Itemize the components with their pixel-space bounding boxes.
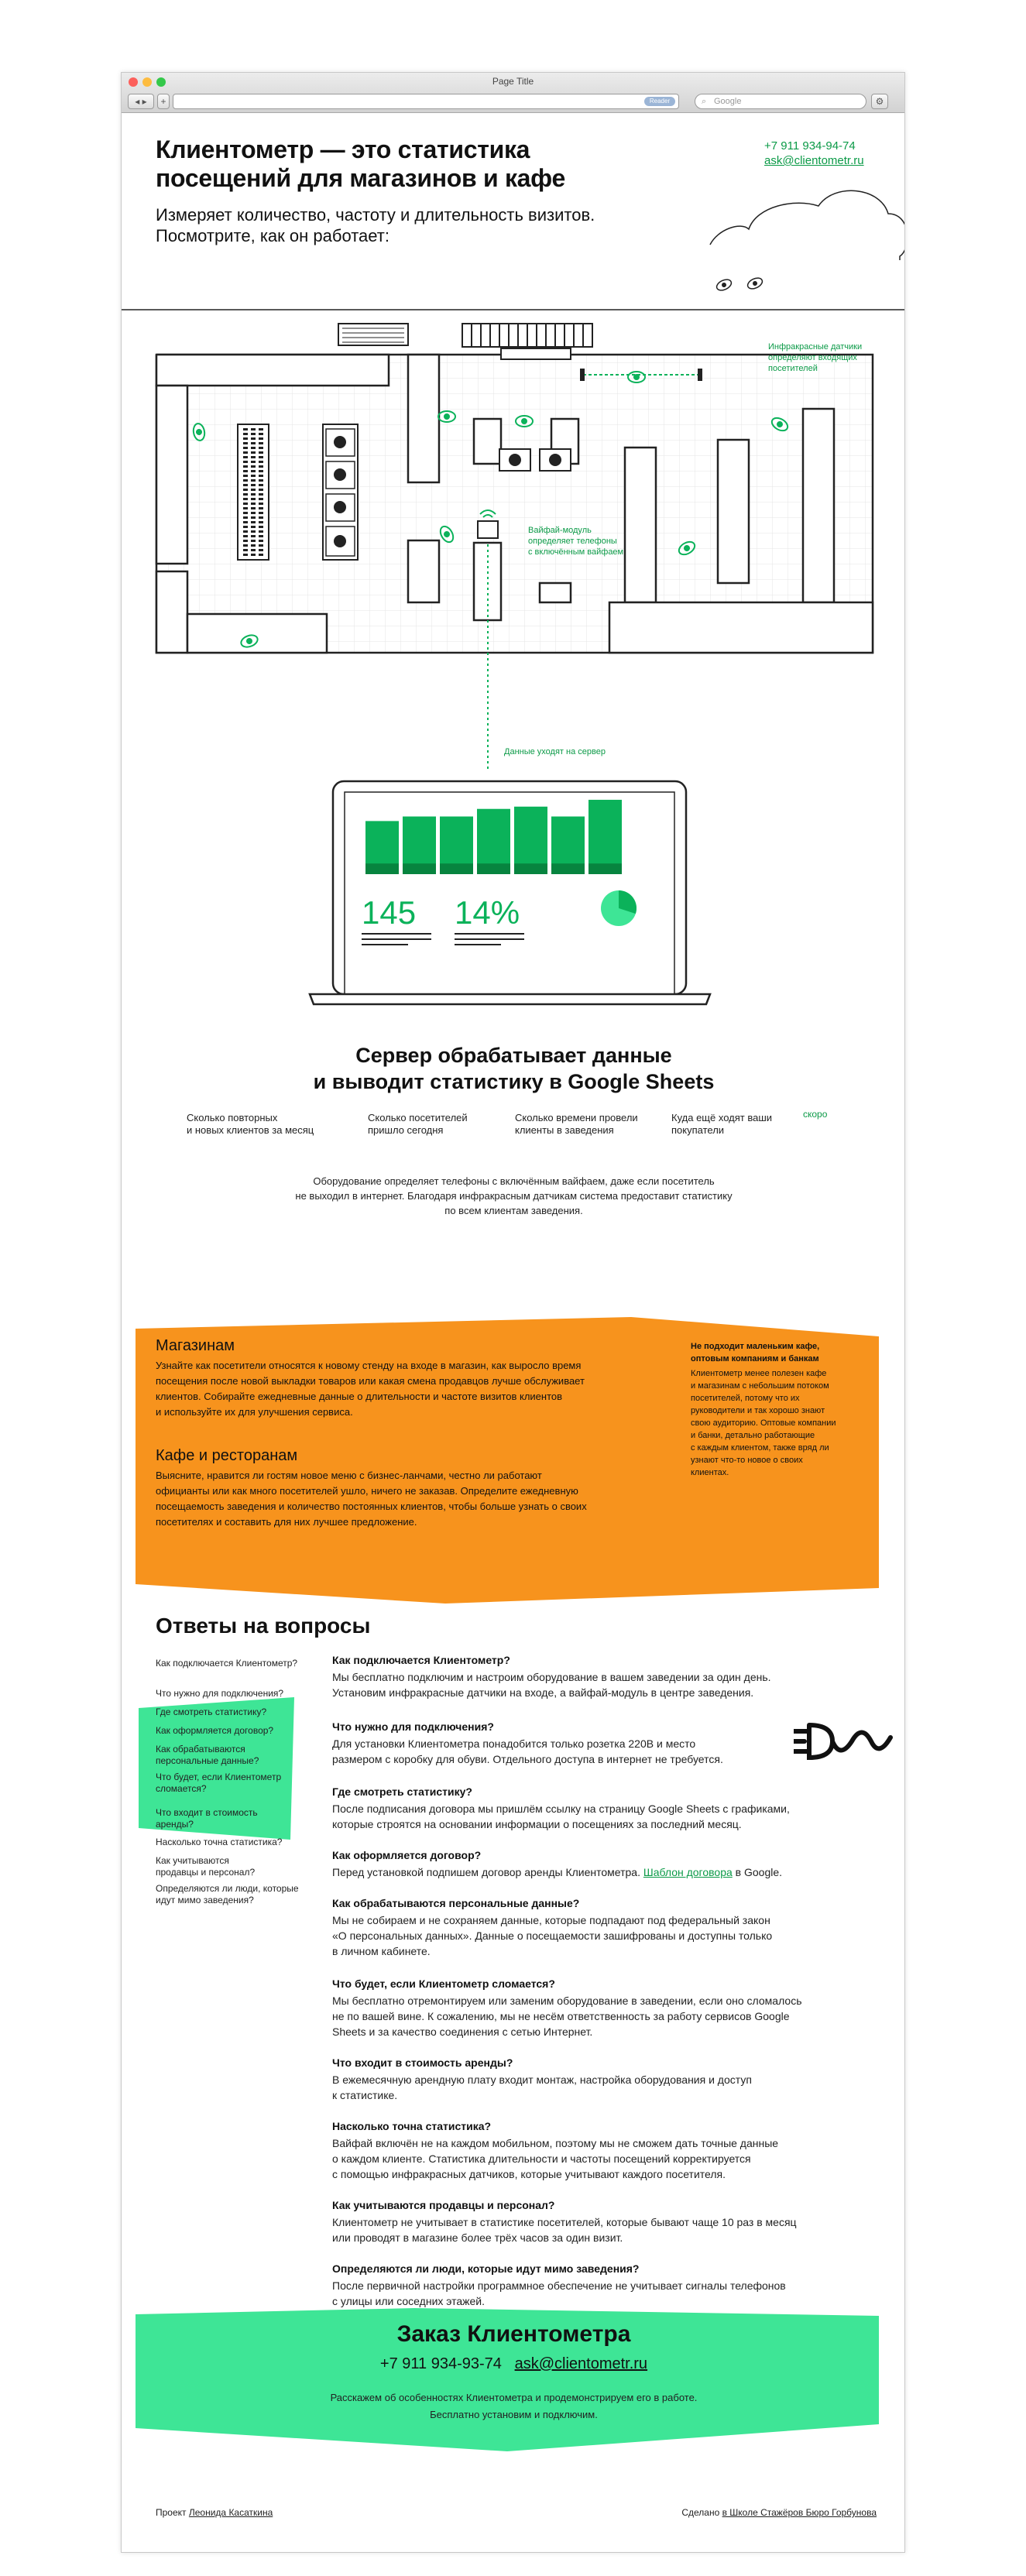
- faq-nav-item-3[interactable]: Где смотреть статистику?: [156, 1706, 267, 1717]
- bar-repeat: [514, 863, 547, 874]
- faq-nav-item-7[interactable]: Что входит в стоимость аренды?: [156, 1807, 258, 1830]
- stat-visitors: 145: [362, 894, 417, 931]
- order-text: Расскажем об особенностях Клиентометра и продемонстрируем его в работе. Бесплатно установим и подключим.: [330, 2392, 698, 2420]
- faq-item: Как учитываются продавцы и персонал? Клиентометр не учитывает в статистике посетителей, которые бывают чаще 10 раз в месяц или проводят в магазине более трёх часов за один визит.: [332, 2199, 797, 2244]
- cafe-text: Выясните, нравится ли гостям новое меню с бизнес-ланчами, честно ли работают официанты или как много посетителей ушло, ничего не заказав. Определите ежедневную посещаемость заведения и количество постоянных клиентов, чтобы больше узнать о своих посетителях и составить для них лучшее предложение.: [156, 1470, 587, 1528]
- bar-repeat: [551, 863, 585, 874]
- cafe-title: Кафе и ресторанам: [156, 1447, 298, 1464]
- back-forward-button[interactable]: ◂ ▸: [128, 94, 154, 109]
- order-phone[interactable]: +7 911 934-93-74: [379, 2355, 502, 2372]
- contract-template-link[interactable]: Шаблон договора: [643, 1866, 733, 1878]
- browser-window: [121, 72, 905, 2553]
- reader-button[interactable]: Reader: [644, 97, 675, 106]
- new-tab-button[interactable]: +: [157, 94, 170, 109]
- server-note: Данные уходят на сервер: [504, 747, 606, 756]
- faq-nav-item-4[interactable]: Как оформляется договор?: [156, 1725, 274, 1736]
- faq-nav-item-10[interactable]: Определяются ли люди, которые идут мимо заведения?: [156, 1883, 299, 1905]
- settings-button[interactable]: ⚙: [871, 94, 888, 109]
- faq-title: Ответы на вопросы: [156, 1614, 371, 1638]
- faq-item: Как обрабатываются персональные данные? Мы не собираем и не сохраняем данные, которые подпадают под федеральный закон «О персональных данных». Данные о посещаемости зашифрованы и доступны только в личном кабинете.: [332, 1897, 773, 1957]
- stat-repeat-percent: 14%: [455, 894, 520, 931]
- feature-visitors-today: Сколько посетителей пришло сегодня: [368, 1112, 468, 1136]
- not-suitable-text: Клиентометр менее полезен кафе и магазинам с небольшим потоком посетителей, потому что их руководители и так хорошо знают свою аудиторию. Оптовые компании и банки, детально работающие с каждым клиентом, также вряд ли узнают что-то новое о своих клиентах.: [691, 1369, 836, 1477]
- order-title: Заказ Клиентометра: [396, 2321, 631, 2347]
- page-subtitle: Измеряет количество, частоту и длительность визитов. Посмотрите, как он работает:: [156, 205, 595, 245]
- faq-item: Как оформляется договор? Перед установкой подпишем договор аренды Клиентометра. Шаблон договора в Google.: [332, 1849, 783, 1878]
- ir-sensor-note: Инфракрасные датчики определяют входящих посетителей: [768, 342, 863, 373]
- faq-item: Что входит в стоимость аренды? В ежемесячную арендную плату входит монтаж, настройка оборудования и доступ к статистике.: [332, 2056, 752, 2101]
- bar-repeat: [403, 863, 436, 874]
- header-phone[interactable]: +7 911 934-94-74: [764, 139, 856, 153]
- laptop-illustration: [307, 775, 718, 1023]
- order-email-link[interactable]: ask@clientometr.ru: [514, 2355, 648, 2372]
- soon-badge: скоро: [803, 1109, 828, 1120]
- faq-item: Как подключается Клиентометр? Мы бесплатно подключим и настроим оборудование в вашем заведении за один день. Установим инфракрасные датчики на входе, а вайфай-модуль в центре заведения.: [332, 1654, 771, 1699]
- footer-author: Проект Леонида Касаткина: [156, 2507, 273, 2518]
- faq-nav-item-2[interactable]: Что нужно для подключения?: [156, 1688, 284, 1699]
- faq-nav-item-5[interactable]: Как обрабатываются персональные данные?: [156, 1744, 259, 1766]
- shops-text: Узнайте как посетители относятся к новому стенду на входе в магазин, как выросло время посещения после новой выкладки товаров или какая смена продавцов лучше обслуживает клиентов. Собирайте ежедневные данные о длительности и частоте визитов клиентов и используйте их для улучшения сервиса.: [156, 1360, 585, 1418]
- feature-visit-duration: Сколько времени провели клиенты в заведения: [515, 1112, 638, 1136]
- window-title: Page Title: [492, 76, 534, 87]
- cashier-1: [499, 449, 530, 471]
- faq-item: Где смотреть статистику? После подписания договора мы пришлём ссылку на страницу Google Sheets с графиками, которые строятся на основании информации о посещениях за последний месяц.: [332, 1785, 790, 1830]
- server-section-title: Сервер обрабатывает данные и выводит статистику в Google Sheets: [313, 1044, 715, 1093]
- not-suitable-title: Не подходит маленьким кафе, оптовым компаниям и банкам: [691, 1342, 820, 1363]
- faq-nav-item-6[interactable]: Что будет, если Клиентометр сломается?: [156, 1772, 282, 1794]
- faq-nav-item-1[interactable]: Как подключается Клиентометр?: [156, 1658, 298, 1669]
- wifi-module: [478, 510, 498, 538]
- search-icon: ⌕: [702, 97, 707, 106]
- feature-other-places: Куда ещё ходят ваши покупатели: [671, 1112, 773, 1136]
- school-link[interactable]: в Школе Стажёров Бюро Горбунова: [722, 2507, 877, 2518]
- server-description: Оборудование определяет телефоны с включённым вайфаем, даже если посетитель не выходил в интернет. Благодаря инфракрасным датчикам система предоставит статистику по всем клиентам заведения.: [295, 1175, 733, 1216]
- cloud-icon: [710, 190, 905, 260]
- page-title: Клиентометр — это статистика посещений для магазинов и кафе: [156, 135, 565, 192]
- address-bar[interactable]: [173, 94, 679, 109]
- bar-repeat: [365, 863, 399, 874]
- person-icon: [746, 276, 763, 290]
- bar-repeat: [440, 863, 473, 874]
- faq-item: Определяются ли люди, которые идут мимо заведения? После первичной настройки программное обеспечение не учитывает сигналы телефонов с улицы или соседних этажей.: [332, 2262, 786, 2307]
- author-link[interactable]: Леонида Касаткина: [188, 2507, 273, 2518]
- faq-nav-item-8[interactable]: Насколько точна статистика?: [156, 1837, 283, 1847]
- faq-item: Что будет, если Клиентометр сломается? Мы бесплатно отремонтируем или заменим оборудование в заведении, если оно сломалось не по вашей вине. К сожалению, мы не несём ответственность за работу сервисов Google Sheets и за качество соединения с сетью Интернет.: [332, 1977, 802, 2038]
- footer-credits: Сделано в Школе Стажёров Бюро Горбунова: [681, 2507, 877, 2518]
- store-floor-plan: [122, 316, 905, 811]
- cashier-2: [540, 449, 571, 471]
- shelf-left: [238, 424, 269, 560]
- search-field[interactable]: [695, 94, 866, 109]
- bar-repeat: [588, 863, 622, 874]
- feature-repeat-clients: Сколько повторных и новых клиентов за месяц: [187, 1112, 314, 1136]
- bar-repeat: [477, 863, 510, 874]
- search-placeholder: Google: [714, 97, 742, 106]
- header-email-link[interactable]: ask@clientometr.ru: [764, 154, 864, 167]
- browser-toolbar: [122, 73, 904, 113]
- order-contacts: [122, 2355, 905, 2373]
- shops-title: Магазинам: [156, 1337, 235, 1354]
- plug-icon: [794, 1722, 905, 1761]
- faq-item: Что нужно для подключения? Для установки Клиентометра понадобится только розетка 220В и место размером с коробку для обуви. Отдельного доступа в интернет не требуется.: [332, 1720, 723, 1765]
- faq-item: Насколько точна статистика? Вайфай включён не на каждом мобильном, поэтому мы не сможем дать точные данные о каждом клиенте. Статистика длительности и частоты посещений корректируется с помощью инфракрасных датчиков, которые учитывают каждого посетителя.: [332, 2120, 779, 2180]
- bar-total: [588, 800, 622, 874]
- faq-nav-item-9[interactable]: Как учитываются продавцы и персонал?: [156, 1855, 256, 1878]
- person-icon: [715, 277, 733, 292]
- page-content: [122, 113, 905, 2552]
- shelf-right: [323, 424, 358, 560]
- wifi-module-note: Вайфай-модуль определяет телефоны с включённым вайфаем: [528, 526, 624, 557]
- entrance-door: [462, 324, 592, 347]
- header-contacts: [764, 139, 864, 168]
